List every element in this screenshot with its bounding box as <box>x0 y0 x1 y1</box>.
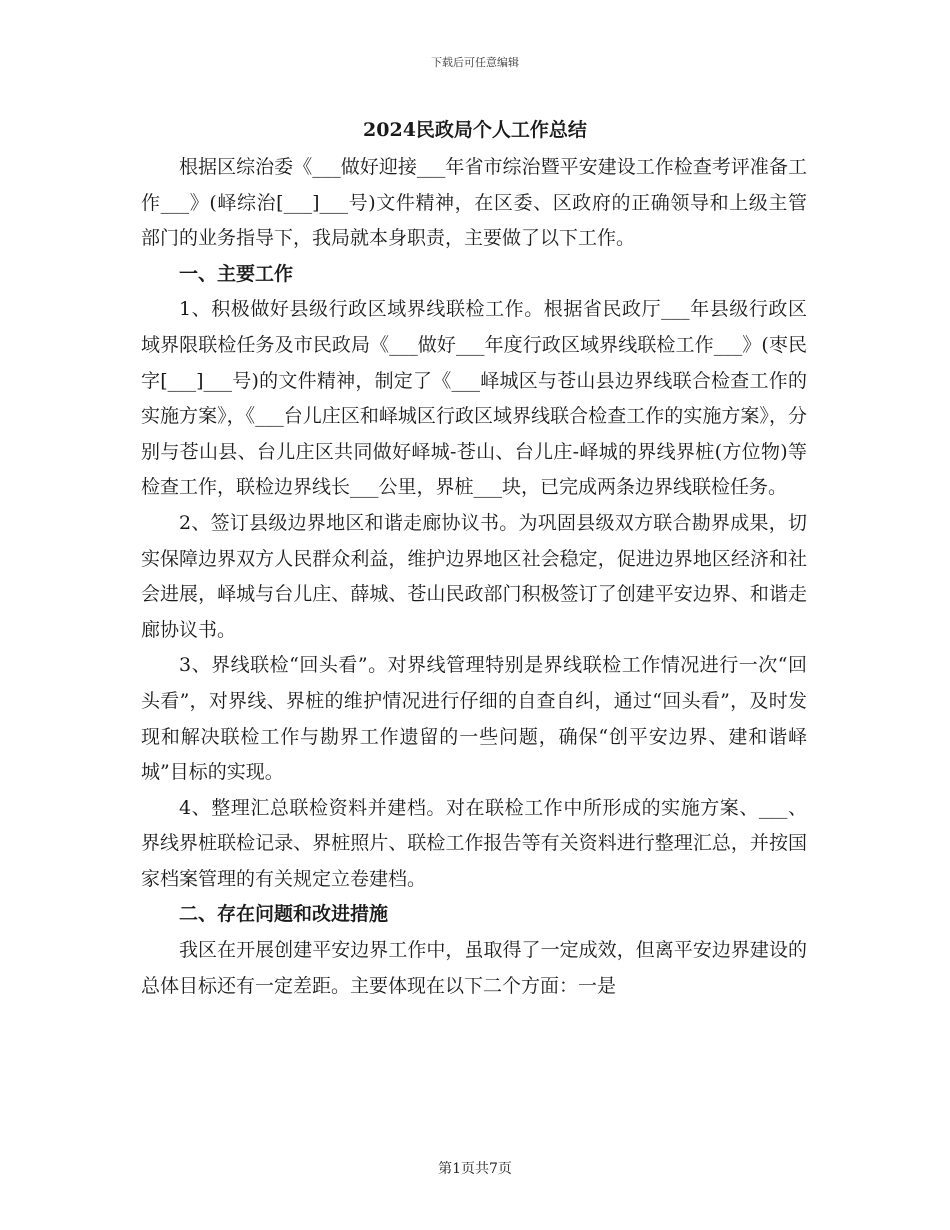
work-item-4: 4、整理汇总联检资料并建档。对在联检工作中所形成的实施方案、___、界线界桩联检记录、界桩照片、联检工作报告等有关资料进行整理汇总，并按国家档案管理的有关规定立卷建档。 <box>141 796 807 890</box>
work-item-1: 1、积极做好县级行政区域界线联检工作。根据省民政厅___年县级行政区域界限联检任务及市民政局《___做好___年度行政区域界线联检工作___》(枣民字[___]___号)的文件精神，制定了《___峄城区与苍山县边界线联合检查工作的实施方案》，《___台儿庄区和峄城区行政区域界线联合检查工作的实施方案》，分别与苍山县、台儿庄区共同做好峄城-苍山、台儿庄-峄城的界线界桩(方位物)等检查工作，联检边界线长___公里，界桩___块，已完成两条边界线联检任务。 <box>141 298 807 499</box>
work-item-3: 3、界线联检“回头看”。对界线管理特别是界线联检工作情况进行一次“回头看”，对界线、界桩的维护情况进行仔细的自查自纠，通过“回头看”，及时发现和解决联检工作与勘界工作遗留的一些问题，确保“创平安边界、建和谐峄城”目标的实现。 <box>141 654 807 784</box>
page-number: 第1页共7页 <box>438 1161 512 1177</box>
work-item-2: 2、签订县级边界地区和谐走廊协议书。为巩固县级双方联合勘界成果，切实保障边界双方人民群众利益，维护边界地区社会稳定，促进边界地区经济和社会进展，峄城与台儿庄、薛城、苍山民政部门积极签订了创建平安边界、和谐走廊协议书。 <box>141 511 807 641</box>
problems-paragraph: 我区在开展创建平安边界工作中，虽取得了一定成效，但离平安边界建设的总体目标还有一定差距。主要体现在以下二个方面：一是 <box>141 939 807 997</box>
document-title: 2024民政局个人工作总结 <box>363 119 587 141</box>
intro-paragraph: 根据区综治委《___做好迎接___年省市综治暨平安建设工作检查考评准备工作___》(峄综治[___]___号)文件精神，在区委、区政府的正确领导和上级主管部门的业务指导下，我局就本身职责，主要做了以下工作。 <box>141 156 807 250</box>
header-note: 下载后可任意编辑 <box>431 56 519 69</box>
section-heading-main-work: 一、主要工作 <box>179 262 294 285</box>
document-body <box>141 150 807 1004</box>
section-heading-problems: 二、存在问题和改进措施 <box>179 903 389 926</box>
